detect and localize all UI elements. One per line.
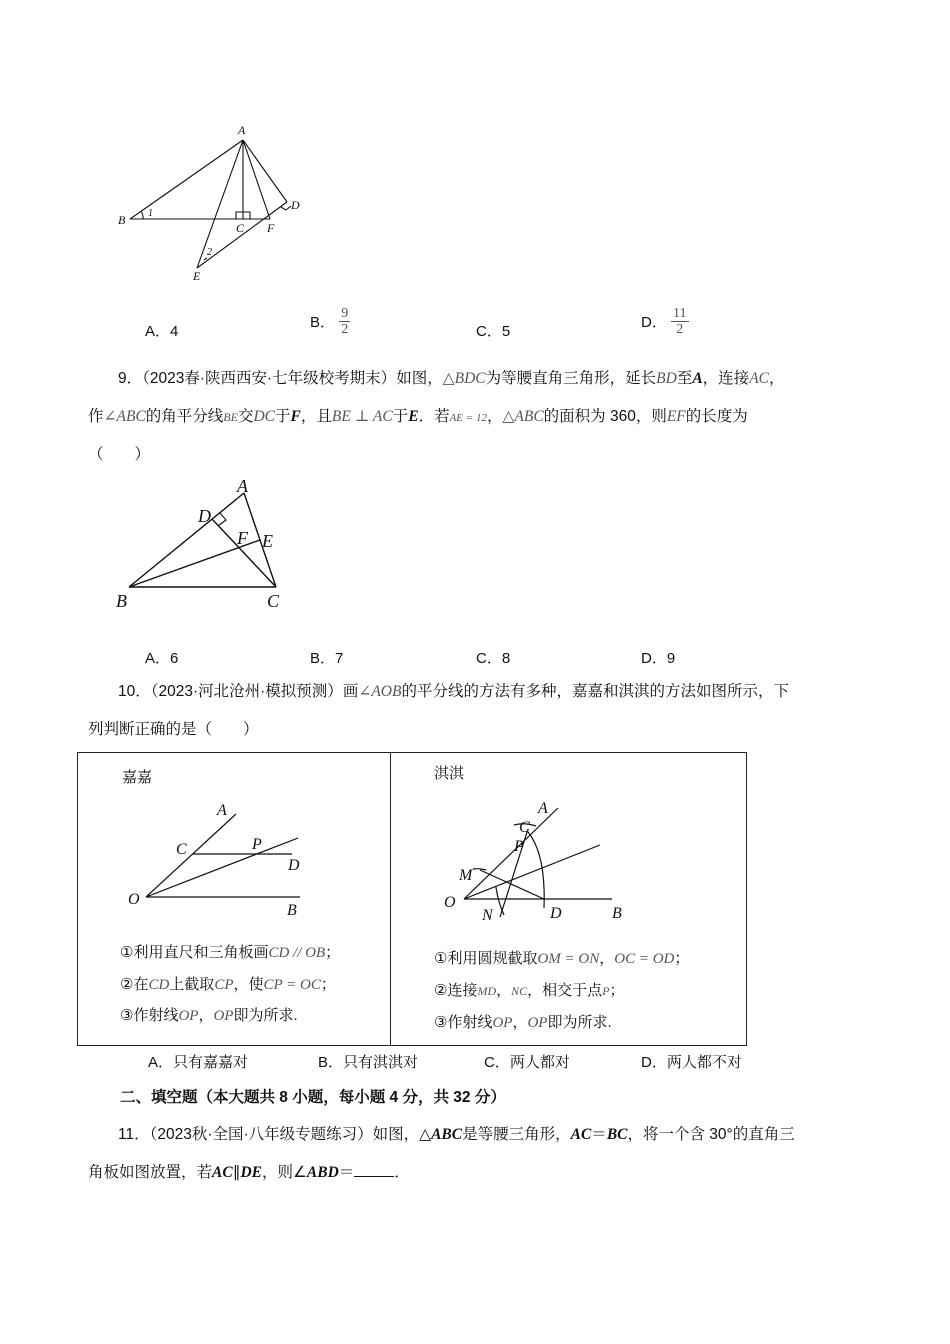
math: OP bbox=[492, 1015, 513, 1031]
math: ABC bbox=[431, 1126, 463, 1143]
math: NC bbox=[511, 984, 528, 998]
option-letter: A． bbox=[145, 650, 171, 667]
text: ，连接 bbox=[702, 370, 750, 387]
q10-right-step-2 bbox=[434, 979, 625, 1000]
text: ，且 bbox=[300, 408, 332, 425]
text: ②在 bbox=[120, 976, 149, 993]
text: 即为所求. bbox=[547, 1014, 612, 1031]
q10-left-step-3 bbox=[120, 1004, 298, 1025]
q8-label-f: F bbox=[267, 221, 275, 235]
option-letter: B． bbox=[310, 314, 336, 331]
question-number: 11． bbox=[118, 1126, 150, 1143]
q10-left-label-o: O bbox=[128, 891, 140, 908]
fraction-denominator: 2 bbox=[676, 322, 684, 337]
question-number: 9． bbox=[118, 370, 143, 387]
q10-left-label-p: P bbox=[252, 836, 262, 853]
option-letter: A． bbox=[145, 323, 171, 340]
math: ∠ABC bbox=[103, 408, 146, 425]
q8-label-b: B bbox=[118, 213, 126, 227]
q8-option-b-fraction bbox=[339, 306, 350, 337]
q10-line-1 bbox=[118, 680, 789, 704]
math: DE bbox=[240, 1164, 262, 1181]
q9-line-3: （ ） bbox=[88, 446, 151, 463]
q10-left-label-a: A bbox=[217, 802, 227, 819]
option-text: 4 bbox=[170, 323, 179, 340]
q10-right-label-a: A bbox=[538, 800, 548, 817]
text: 即为所求. bbox=[233, 1007, 298, 1024]
math: P bbox=[602, 984, 610, 998]
text: ， bbox=[496, 982, 512, 999]
text: 的面积为 360，则 bbox=[543, 408, 667, 425]
q8-option-b[interactable] bbox=[310, 306, 350, 337]
text: ②连接 bbox=[434, 982, 478, 999]
q10-option-a[interactable] bbox=[148, 1051, 248, 1072]
option-text: 两人都不对 bbox=[666, 1054, 742, 1071]
option-text: 两人都对 bbox=[509, 1054, 570, 1071]
q10-left-step-2 bbox=[120, 973, 336, 994]
text: ∥ bbox=[232, 1164, 241, 1181]
option-letter: D． bbox=[641, 1054, 667, 1071]
math: ABD bbox=[306, 1164, 339, 1181]
text: ＝ bbox=[338, 1164, 355, 1181]
text: 交 bbox=[237, 408, 254, 425]
q10-right-step-1 bbox=[434, 947, 689, 968]
text: 画 bbox=[342, 683, 359, 700]
q10-box-divider bbox=[390, 753, 391, 1045]
q11-answer-blank[interactable] bbox=[354, 1160, 394, 1177]
text: ， bbox=[599, 950, 615, 967]
option-text: 9 bbox=[666, 650, 676, 667]
q9-option-a[interactable] bbox=[145, 647, 178, 668]
text: ，将一个含 30°的直角三 bbox=[627, 1126, 795, 1143]
math: AC bbox=[212, 1164, 233, 1181]
question-source: （2023·河北沧州·模拟预测） bbox=[150, 683, 343, 700]
q9-line-1 bbox=[118, 367, 785, 391]
q9-option-b[interactable] bbox=[310, 647, 343, 668]
text: ．若 bbox=[418, 408, 450, 425]
question-source: （2023秋·全国·八年级专题练习） bbox=[149, 1126, 373, 1143]
text: ＝ bbox=[591, 1126, 607, 1143]
text: ，则∠ bbox=[262, 1164, 307, 1181]
q10-left-figure bbox=[120, 795, 320, 925]
q10-left-label-c: C bbox=[176, 841, 187, 858]
text: 作 bbox=[88, 408, 104, 425]
option-letter: C． bbox=[484, 1054, 510, 1071]
text: 的长度为 bbox=[685, 408, 748, 425]
question-number: 10． bbox=[118, 683, 151, 700]
math: OM = ON bbox=[537, 951, 600, 967]
q10-option-c[interactable] bbox=[484, 1051, 570, 1072]
q11-line-1 bbox=[118, 1123, 795, 1147]
q10-left-name: 嘉嘉 bbox=[122, 769, 153, 786]
q8-option-d[interactable] bbox=[641, 306, 689, 337]
option-letter: C． bbox=[476, 650, 502, 667]
q8-angle-1: 1 bbox=[148, 208, 153, 219]
q10-right-label-d: D bbox=[550, 905, 562, 922]
text: ①利用圆规截取 bbox=[434, 950, 538, 967]
text: 如图，△ bbox=[372, 1126, 432, 1143]
option-text: 7 bbox=[335, 650, 344, 667]
q9-label-d: D bbox=[198, 506, 211, 526]
q10-option-b[interactable] bbox=[318, 1051, 418, 1072]
math: BE bbox=[223, 410, 238, 424]
text: ③作射线 bbox=[434, 1014, 493, 1031]
text: 角板如图放置，若 bbox=[88, 1164, 213, 1181]
q9-label-e: E bbox=[262, 531, 273, 551]
q8-figure bbox=[110, 118, 310, 288]
text: ， bbox=[486, 408, 503, 425]
text: 上截取 bbox=[169, 976, 215, 993]
q8-option-a[interactable] bbox=[145, 320, 178, 341]
text: ； bbox=[674, 950, 690, 967]
math: △BDC bbox=[442, 370, 486, 387]
math: BE ⊥ AC bbox=[331, 408, 393, 425]
option-letter: D． bbox=[641, 650, 667, 667]
q8-option-d-fraction bbox=[671, 306, 688, 337]
q8-label-e: E bbox=[193, 269, 201, 283]
q10-right-step-3 bbox=[434, 1011, 612, 1032]
text: ，相交于点 bbox=[527, 982, 603, 999]
option-text: 5 bbox=[501, 323, 511, 340]
q10-right-label-m: M bbox=[459, 867, 473, 884]
q10-option-d[interactable] bbox=[641, 1051, 742, 1072]
option-letter: D． bbox=[641, 314, 667, 331]
text: ①利用直尺和三角板画 bbox=[120, 944, 269, 961]
q9-label-f: F bbox=[237, 528, 248, 548]
q10-left-label-b: B bbox=[287, 902, 297, 919]
math: OP bbox=[178, 1008, 199, 1024]
q10-right-label-p: P bbox=[514, 838, 524, 855]
option-letter: B． bbox=[318, 1054, 344, 1071]
question-source: （2023春·陕西西安·七年级校考期末） bbox=[142, 370, 397, 387]
q11-line-2 bbox=[88, 1160, 410, 1185]
option-text: 6 bbox=[170, 650, 179, 667]
fraction-numerator: 11 bbox=[673, 306, 687, 321]
fraction-numerator: 9 bbox=[341, 306, 349, 321]
math: BC bbox=[606, 1126, 628, 1143]
q8-option-c[interactable] bbox=[476, 320, 510, 341]
q9-label-c: C bbox=[267, 591, 280, 611]
q10-right-label-b: B bbox=[612, 905, 622, 922]
text: 于 bbox=[275, 408, 291, 425]
text: 至 bbox=[676, 370, 693, 387]
math: EF bbox=[666, 408, 686, 425]
option-text: 8 bbox=[501, 650, 511, 667]
q10-right-label-o: O bbox=[444, 894, 456, 911]
text: 于 bbox=[392, 408, 409, 425]
text: 为等腰直角三角形，延长 bbox=[485, 370, 657, 387]
option-text: 只有嘉嘉对 bbox=[173, 1054, 249, 1071]
math: CP bbox=[214, 977, 234, 993]
option-text: 只有淇淇对 bbox=[343, 1054, 419, 1071]
section-2-title: 二、填空题（本大题共 8 小题，每小题 4 分，共 32 分） bbox=[120, 1089, 506, 1106]
q10-left-step-1 bbox=[120, 941, 340, 962]
text: 如图， bbox=[396, 370, 443, 387]
text: 的角平分线 bbox=[145, 408, 224, 425]
math: OC = OD bbox=[614, 951, 675, 967]
math: AC bbox=[749, 370, 769, 387]
text: 的平分线的方法有多种，嘉嘉和淇淇的方法如图所示，下 bbox=[401, 683, 789, 700]
math: OP bbox=[213, 1008, 234, 1024]
q8-angle-2: 2 bbox=[207, 247, 212, 258]
math: ∠AOB bbox=[358, 683, 402, 700]
q9-figure bbox=[110, 474, 300, 644]
math: BD bbox=[656, 370, 677, 387]
math: DC bbox=[253, 408, 276, 425]
q10-right-name: 淇淇 bbox=[434, 765, 465, 782]
math: △ABC bbox=[502, 408, 544, 425]
q10-left-label-d: D bbox=[288, 857, 300, 874]
text: 是等腰三角形， bbox=[462, 1126, 571, 1143]
math: F bbox=[290, 408, 301, 425]
q10-right-label-n: N bbox=[482, 907, 493, 924]
option-letter: C． bbox=[476, 323, 502, 340]
math: E bbox=[408, 408, 419, 425]
text: ， bbox=[198, 1007, 214, 1024]
text: ，使 bbox=[233, 976, 264, 993]
math: OP bbox=[527, 1015, 548, 1031]
text: ③作射线 bbox=[120, 1007, 179, 1024]
math: CD bbox=[148, 977, 170, 993]
q9-option-d[interactable] bbox=[641, 647, 675, 668]
q8-label-a: A bbox=[238, 123, 246, 137]
text: ， bbox=[512, 1014, 528, 1031]
q8-label-d: D bbox=[291, 198, 300, 212]
q10-right-figure bbox=[440, 790, 640, 930]
text: ， bbox=[769, 370, 785, 387]
q9-label-b: B bbox=[116, 591, 127, 611]
q10-right-label-c: C bbox=[519, 819, 530, 836]
q9-option-c[interactable] bbox=[476, 647, 510, 668]
option-letter: B． bbox=[310, 650, 336, 667]
math: CD // OB bbox=[268, 945, 326, 961]
q10-line-2: 列判断正确的是（ ） bbox=[88, 721, 259, 738]
option-letter: A． bbox=[148, 1054, 174, 1071]
math: MD bbox=[477, 984, 497, 998]
text: ； bbox=[609, 982, 625, 999]
text: ； bbox=[325, 944, 341, 961]
text: ． bbox=[394, 1164, 410, 1181]
text: ； bbox=[320, 976, 336, 993]
q9-line-2 bbox=[88, 405, 748, 430]
q8-label-c: C bbox=[236, 221, 245, 235]
math: AC bbox=[570, 1126, 592, 1143]
math: CP = OC bbox=[263, 977, 321, 993]
math: A bbox=[692, 370, 703, 387]
fraction-denominator: 2 bbox=[341, 322, 349, 337]
q9-label-a: A bbox=[237, 476, 248, 496]
math: AE = 12 bbox=[449, 412, 487, 424]
